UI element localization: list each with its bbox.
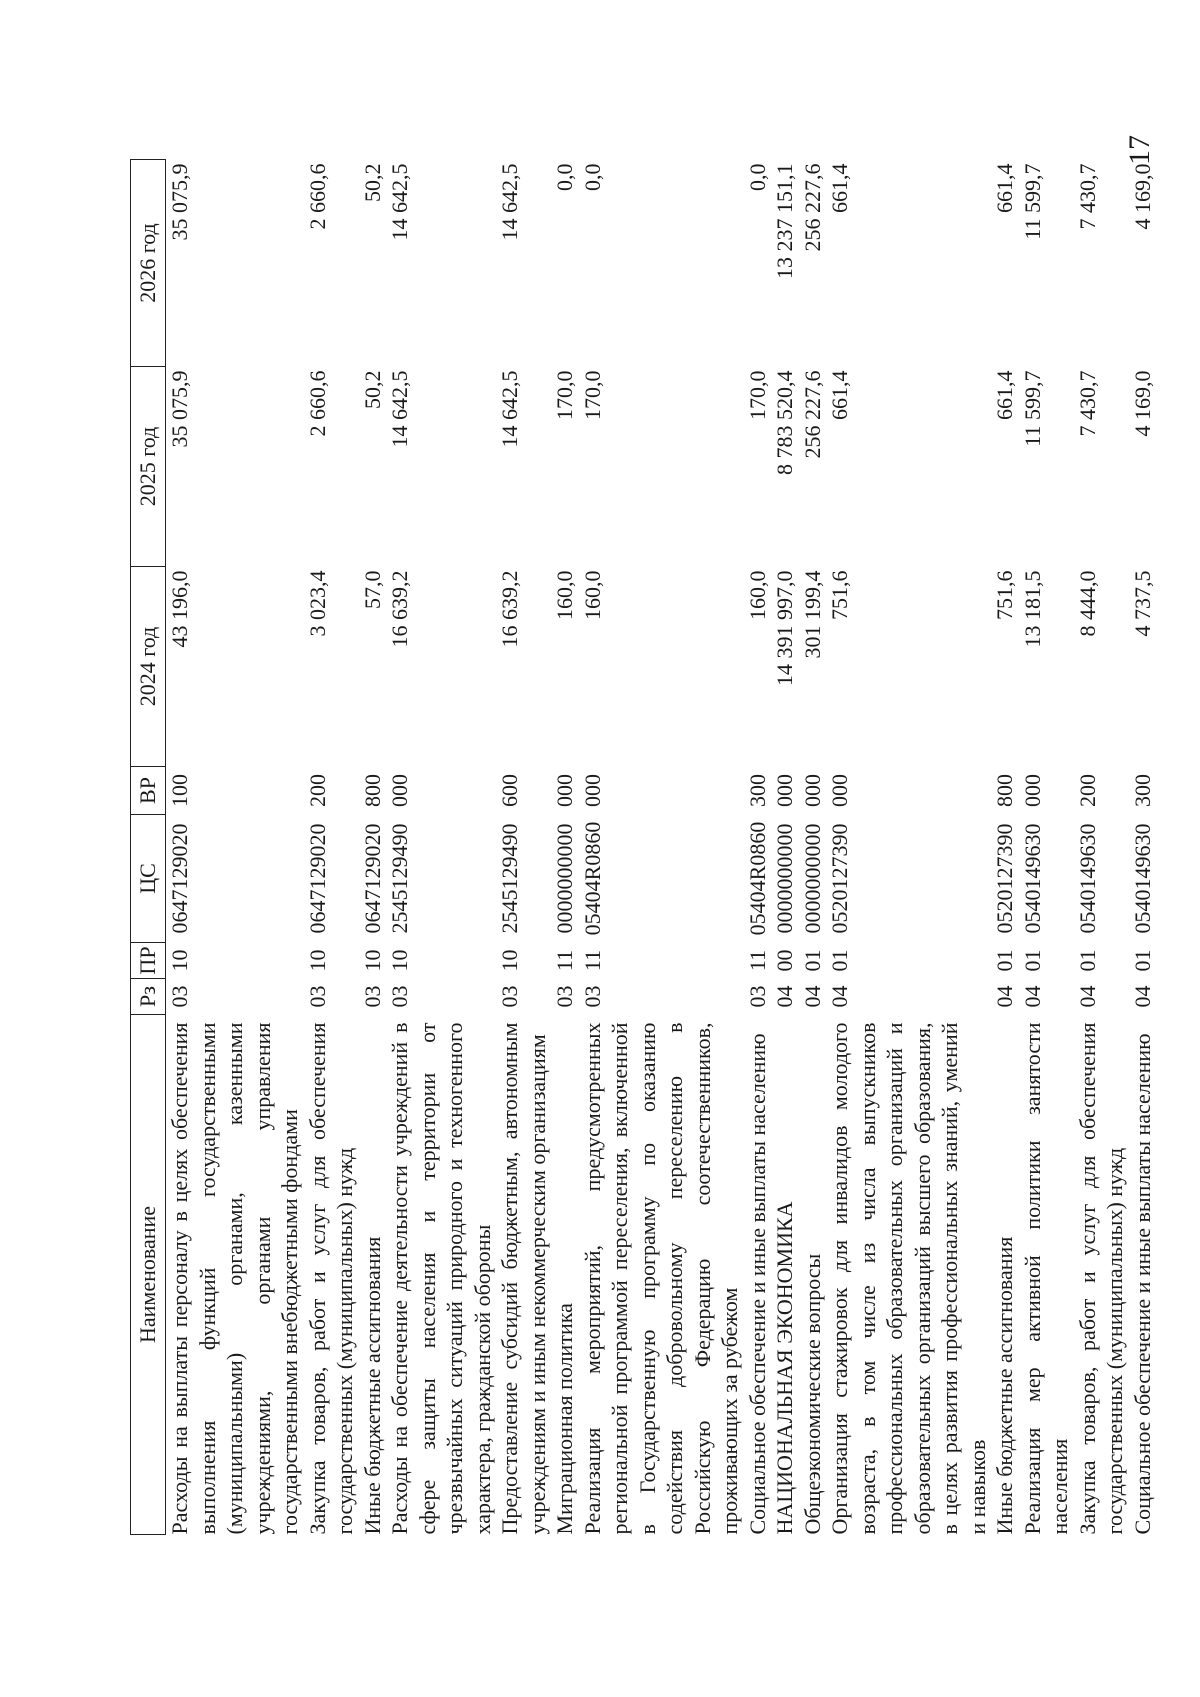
row-2025: 50,2 xyxy=(359,370,385,409)
row-cs: 0540149630 xyxy=(1074,823,1100,934)
row-pr: 11 xyxy=(579,949,605,972)
row-2025: 8 783 520,4 xyxy=(772,370,797,475)
row-2026: 2 660,6 xyxy=(304,163,330,230)
row-name: Миграционная политика xyxy=(552,1303,577,1535)
table-row xyxy=(1019,160,1074,1535)
row-2025: 170,0 xyxy=(552,370,577,420)
row-2026: 661,4 xyxy=(992,163,1017,213)
table-row xyxy=(771,160,799,1535)
table-row xyxy=(386,160,496,1535)
row-2026: 0,0 xyxy=(552,163,577,191)
row-rz: 03 xyxy=(359,985,385,1008)
row-vr: 300 xyxy=(744,774,770,807)
row-name: Социальное обеспечение и иные выплаты населению xyxy=(744,1033,770,1535)
row-2024: 3 023,4 xyxy=(304,570,330,637)
header-2024: 2024 год xyxy=(131,567,166,767)
table-row xyxy=(991,160,1019,1535)
row-name: Закупка товаров, работ и услуг для обеспечения государственных (муниципальных) нужд xyxy=(304,1022,357,1535)
row-2025: 11 599,7 xyxy=(1019,370,1045,447)
row-cs: 05404R0860 xyxy=(579,821,605,936)
row-pr: 10 xyxy=(167,949,192,972)
row-pr: 01 xyxy=(1074,949,1100,972)
row-vr: 000 xyxy=(799,774,825,807)
table-row xyxy=(1129,160,1157,1535)
row-vr: 800 xyxy=(359,774,385,807)
row-name: Реализация мер активной политики занятости населения xyxy=(1019,1022,1072,1535)
row-2024: 160,0 xyxy=(579,570,605,620)
row-name: Закупка товаров, работ и услуг для обеспечения государственных (муниципальных) нужд xyxy=(1074,1022,1127,1535)
row-2024: 13 181,5 xyxy=(1019,570,1045,648)
rotated-page xyxy=(130,160,1155,1535)
table-row xyxy=(551,160,579,1535)
header-cs: ЦС xyxy=(131,815,166,943)
row-rz: 04 xyxy=(827,985,852,1008)
row-pr: 01 xyxy=(1019,949,1045,972)
row-cs: 0647129020 xyxy=(167,823,192,934)
row-2025: 35 075,9 xyxy=(167,370,192,448)
row-2024: 43 196,0 xyxy=(167,570,192,648)
row-vr: 100 xyxy=(167,774,192,807)
row-cs: 0520127390 xyxy=(827,823,852,934)
row-cs: 0000000000 xyxy=(552,823,577,934)
row-2025: 170,0 xyxy=(744,370,770,420)
row-pr: 10 xyxy=(359,949,385,972)
row-2024: 301 199,4 xyxy=(799,570,825,659)
row-name: Общеэкономические вопросы xyxy=(799,1253,825,1535)
row-name: Предоставление субсидий бюджетным, автономным учреждениям и иным некоммерческим организациям xyxy=(497,1022,550,1535)
table-row xyxy=(304,160,359,1535)
row-vr: 300 xyxy=(1129,774,1155,807)
table-row xyxy=(166,160,304,1535)
row-2026: 256 227,6 xyxy=(799,163,825,252)
row-name: Иные бюджетные ассигнования xyxy=(359,1236,385,1535)
row-2026: 14 642,5 xyxy=(497,163,522,241)
row-rz: 03 xyxy=(167,985,192,1008)
page-number: 17 xyxy=(1123,135,1156,165)
table-row xyxy=(359,160,387,1535)
row-cs: 0520127390 xyxy=(992,823,1017,934)
row-2025: 7 430,7 xyxy=(1074,370,1100,437)
row-2026: 14 642,5 xyxy=(387,163,412,241)
row-2024: 8 444,0 xyxy=(1074,570,1100,637)
header-pr: ПР xyxy=(131,943,166,979)
table-row xyxy=(1074,160,1129,1535)
row-2026: 4 169,0 xyxy=(1129,163,1155,230)
row-vr: 200 xyxy=(1074,774,1100,807)
row-pr: 10 xyxy=(497,949,522,972)
header-rz: Рз xyxy=(131,979,166,1015)
row-cs: 0000000000 xyxy=(772,823,797,934)
row-vr: 800 xyxy=(992,774,1017,807)
row-name: Расходы на обеспечение деятельности учреждений в сфере защиты населения и территории от чрезвычайных ситуаций природного и техногенного характера, гражданской обороны xyxy=(387,1022,495,1535)
row-rz: 03 xyxy=(744,985,770,1008)
row-2025: 661,4 xyxy=(827,370,852,420)
row-2026: 0,0 xyxy=(744,163,770,191)
row-pr: 01 xyxy=(799,949,825,972)
row-2026: 50,2 xyxy=(359,163,385,202)
row-2026: 13 237 151,1 xyxy=(772,163,797,279)
row-name: Реализация мероприятий, предусмотренных региональной программой переселения, включенной в Государственную программу по оказанию содействия добровольному переселению в Российскую Федерацию соотечественников, проживающих за рубежом xyxy=(579,1022,742,1535)
table-row xyxy=(799,160,827,1535)
header-vr: ВР xyxy=(131,767,166,815)
row-vr: 200 xyxy=(304,774,330,807)
row-rz: 04 xyxy=(772,985,797,1008)
row-2024: 57,0 xyxy=(359,570,385,609)
row-2025: 14 642,5 xyxy=(387,370,412,448)
row-name: Иные бюджетные ассигнования xyxy=(992,1236,1017,1535)
header-name: Наименование xyxy=(131,1015,166,1535)
row-rz: 04 xyxy=(799,985,825,1008)
row-name: НАЦИОНАЛЬНАЯ ЭКОНОМИКА xyxy=(772,1201,797,1535)
table-row xyxy=(579,160,744,1535)
row-2026: 661,4 xyxy=(827,163,852,213)
row-name: Расходы на выплаты персоналу в целях обеспечения выполнения функций государственными (муниципальными) органами, казенными учреждениями, органами управления государственными внебюджетными фондами xyxy=(167,1022,302,1535)
table-row xyxy=(496,160,551,1535)
row-cs: 05404R0860 xyxy=(744,821,770,936)
row-cs: 2545129490 xyxy=(497,823,522,934)
row-2026: 11 599,7 xyxy=(1019,163,1045,240)
row-pr: 01 xyxy=(992,949,1017,972)
row-pr: 11 xyxy=(552,949,577,972)
row-cs: 0647129020 xyxy=(304,823,330,934)
row-vr: 000 xyxy=(772,774,797,807)
row-rz: 04 xyxy=(1074,985,1100,1008)
row-2026: 35 075,9 xyxy=(167,163,192,241)
row-rz: 04 xyxy=(1129,985,1155,1008)
row-vr: 000 xyxy=(552,774,577,807)
row-vr: 000 xyxy=(387,774,412,807)
row-pr: 00 xyxy=(772,949,797,972)
row-2026: 7 430,7 xyxy=(1074,163,1100,230)
row-name: Социальное обеспечение и иные выплаты населению xyxy=(1129,1033,1155,1535)
row-2024: 751,6 xyxy=(827,570,852,620)
row-vr: 600 xyxy=(497,774,522,807)
row-2025: 170,0 xyxy=(579,370,605,420)
row-cs: 0540149630 xyxy=(1019,823,1045,934)
row-pr: 10 xyxy=(304,949,330,972)
row-2024: 4 737,5 xyxy=(1129,570,1155,637)
row-rz: 04 xyxy=(992,985,1017,1008)
row-2024: 160,0 xyxy=(744,570,770,620)
row-rz: 03 xyxy=(497,985,522,1008)
row-rz: 04 xyxy=(1019,985,1045,1008)
row-pr: 01 xyxy=(1129,949,1155,972)
row-2025: 256 227,6 xyxy=(799,370,825,459)
row-name: Организация стажировок для инвалидов молодого возраста, в том числе из числа выпускников профессиональных образовательных организаций и образовательных организаций высшего образования, в целях развития профессиональных знаний, умений и навыков xyxy=(827,1022,990,1535)
row-cs: 0540149630 xyxy=(1129,823,1155,934)
row-vr: 000 xyxy=(827,774,852,807)
row-cs: 0000000000 xyxy=(799,823,825,934)
table-body xyxy=(166,160,1157,1535)
header-2026: 2026 год xyxy=(131,160,166,367)
row-2025: 2 660,6 xyxy=(304,370,330,437)
row-cs: 2545129490 xyxy=(387,823,412,934)
row-2025: 4 169,0 xyxy=(1129,370,1155,437)
row-2025: 14 642,5 xyxy=(497,370,522,448)
row-vr: 000 xyxy=(1019,774,1045,807)
row-rz: 03 xyxy=(304,985,330,1008)
table-row xyxy=(826,160,991,1535)
row-vr: 000 xyxy=(579,774,605,807)
row-2024: 14 391 997,0 xyxy=(772,570,797,686)
row-2024: 16 639,2 xyxy=(387,570,412,648)
row-2024: 160,0 xyxy=(552,570,577,620)
row-pr: 11 xyxy=(744,949,770,972)
row-rz: 03 xyxy=(387,985,412,1008)
row-rz: 03 xyxy=(552,985,577,1008)
header-row xyxy=(131,160,166,1535)
header-2025: 2025 год xyxy=(131,367,166,567)
row-rz: 03 xyxy=(579,985,605,1008)
row-pr: 10 xyxy=(387,949,412,972)
row-2025: 661,4 xyxy=(992,370,1017,420)
row-2026: 0,0 xyxy=(579,163,605,191)
row-2024: 751,6 xyxy=(992,570,1017,620)
row-pr: 01 xyxy=(827,949,852,972)
row-cs: 0647129020 xyxy=(359,823,385,934)
budget-table xyxy=(130,159,1156,1535)
table-row xyxy=(744,160,772,1535)
row-2024: 16 639,2 xyxy=(497,570,522,648)
